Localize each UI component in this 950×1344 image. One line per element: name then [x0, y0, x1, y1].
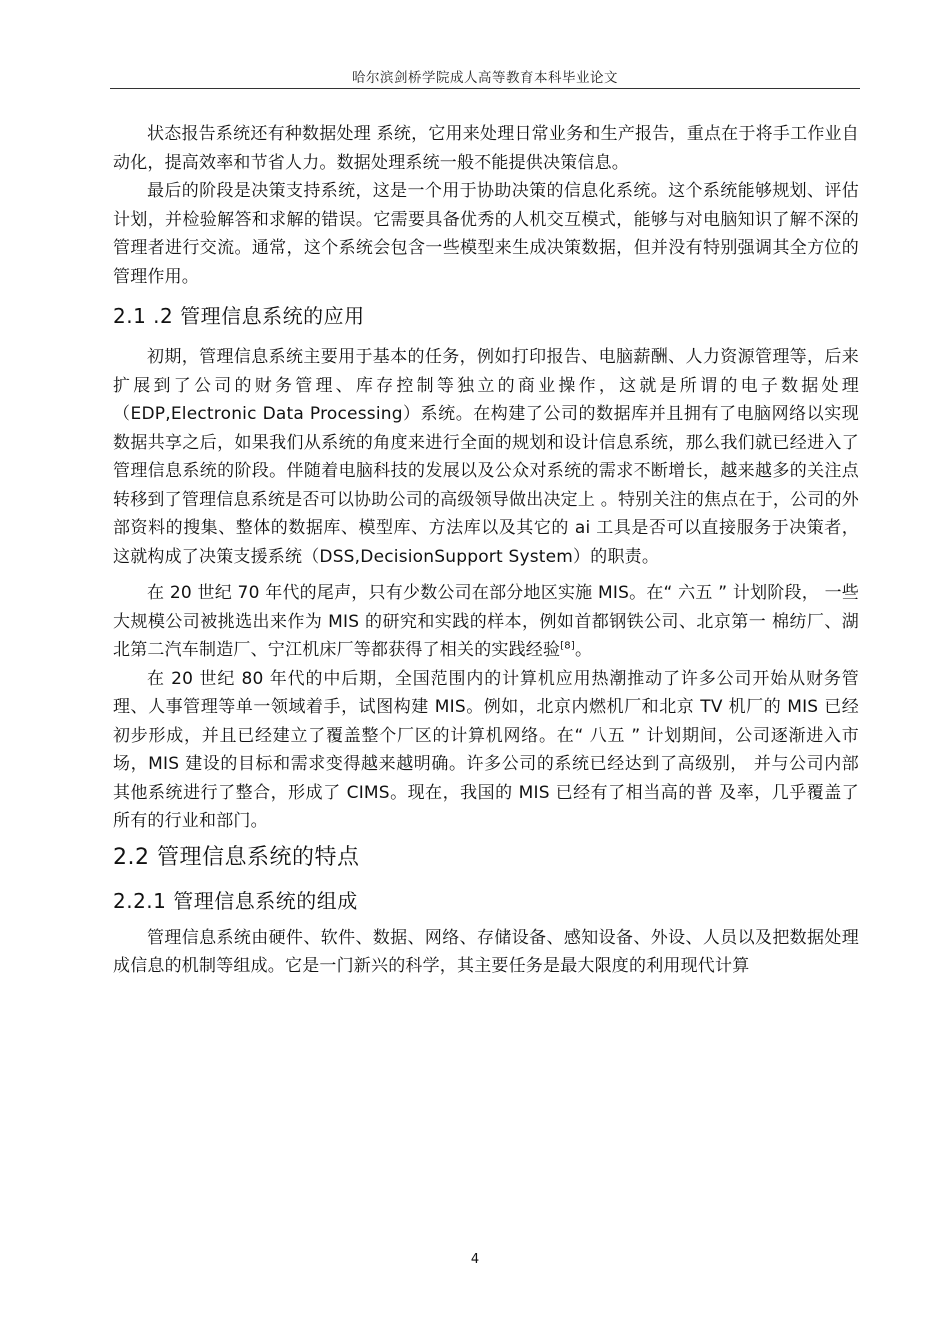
page-number: 4 [470, 1252, 480, 1267]
running-header: 哈尔滨剑桥学院成人高等教育本科毕业论文 [352, 70, 618, 86]
paragraph-1970s-end: 。 [574, 640, 593, 660]
paragraph-status-report: 状态报告系统还有种数据处理 系统，它用来处理日常业务和生产报告，重点在于将手工作业自动化，提高效率和节省人力。数据处理系统一般不能提供决策信息。 [113, 124, 859, 173]
paragraph-decision-support: 最后的阶段是决策支持系统，这是一个用于协助决策的信息化系统。这个系统能够规划、评估计划，并检验解答和求解的错误。它需要具备优秀的人机交互模式，能够与对电脑知识了解不深的管理者进行交流。通常，这个系统会包含一些模型来生成决策数据，但并没有特别强调其全方位的管理作用。 [113, 181, 859, 287]
section-heading-2-2-1: 2.2.1 管理信息系统的组成 [113, 888, 358, 913]
paragraph-1970s-text: 在 20 世纪 70 年代的尾声，只有少数公司在部分地区实施 MIS。在“ 六五 ” 计划阶段， 一些大规模公司被挑选出来作为 MIS 的研究和实践的样本，例如首都钢铁公司、北京第一 棉纺厂、湖北第二汽车制造厂、宁江机床厂等都获得了相关的实践经验 [113, 583, 859, 660]
citation-ref: [8] [560, 640, 575, 652]
paragraph-1970s [113, 579, 859, 665]
document-body [113, 120, 859, 981]
header-rule [110, 88, 860, 89]
paragraph-1980s: 在 20 世纪 80 年代的中后期，全国范围内的计算机应用热潮推动了许多公司开始从财务管理、人事管理等单一领域着手，试图构建 MIS。例如，北京内燃机厂和北京 TV 机厂的 MIS 已经初步形成，并且已经建立了覆盖整个厂区的计算机网络。在“ 八五 ” 计划期间，公司逐渐进入市场，MIS 建设的目标和需求变得越来越明确。许多公司的系统已经达到了高级别， 并与公司内部其他系统进行了整合，形成了 CIMS。现在，我国的 MIS 已经有了相当高的普 及率，几乎覆盖了所有的行业和部门。 [113, 668, 859, 831]
section-heading-2-1-2: 2.1 .2 管理信息系统的应用 [113, 304, 365, 328]
paragraph-mis-composition: 管理信息系统由硬件、软件、数据、网络、存储设备、感知设备、外设、人员以及把数据处理成信息的机制等组成。它是一门新兴的科学，其主要任务是最大限度的利用现代计算 [113, 927, 859, 976]
section-heading-2-2: 2.2 管理信息系统的特点 [113, 844, 360, 870]
paragraph-mis-application: 初期，管理信息系统主要用于基本的任务，例如打印报告、电脑薪酬、人力资源管理等，后来扩展到了公司的财务管理、库存控制等独立的商业操作，这就是所谓的电子数据处理（EDP,Electronic Data Processing）系统。在构建了公司的数据库并且拥有了电脑网络以实现数据共享之后，如果我们从系统的角度来进行全面的规划和设计信息系统，那么我们就已经进入了管理信息系统的阶段。伴随着电脑科技的发展以及公众对系统的需求不断增长，越来越多的关注点转移到了管理信息系统是否可以协助公司的高级领导做出决定上 。特别关注的焦点在于，公司的外部资料的搜集、整体的数据库、模型库、方法库以及其它的 ai 工具是否可以直接服务于决策者，这就构成了决策支援系统（DSS,DecisionSupport System）的职责。 [113, 347, 859, 567]
